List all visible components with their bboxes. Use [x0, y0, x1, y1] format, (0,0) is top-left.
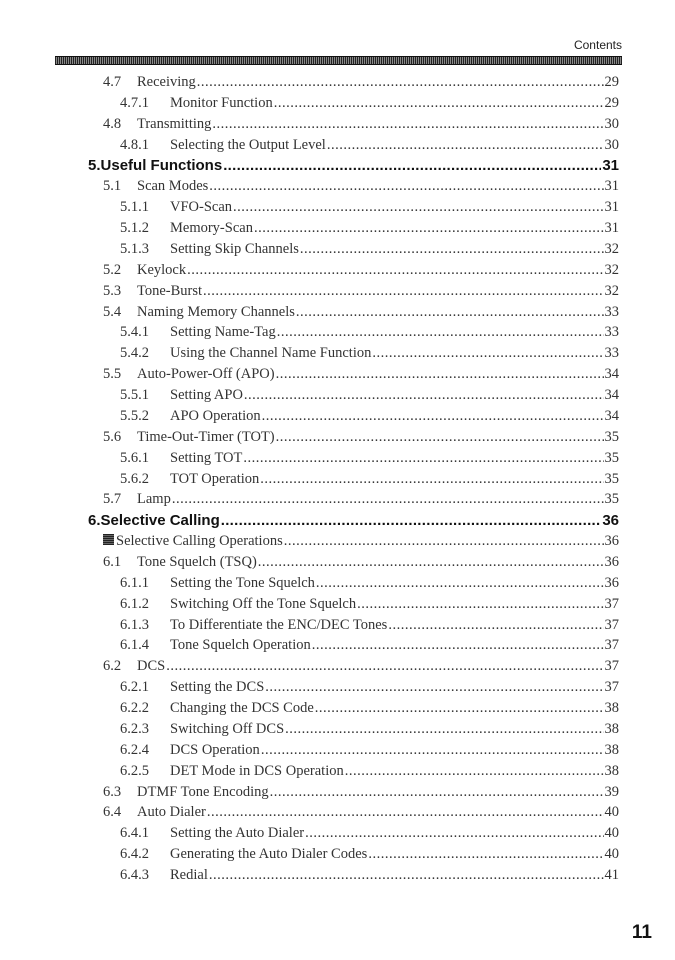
toc-entry[interactable] [120, 575, 619, 595]
toc-entry-number: 6.2 [103, 658, 122, 675]
toc-entry-title: DTMF Tone Encoding [137, 783, 269, 800]
toc-entry[interactable] [103, 366, 619, 386]
dot-leader [274, 95, 604, 112]
toc-entry-title: TOT Operation [170, 470, 260, 487]
toc-entry[interactable] [120, 241, 619, 261]
toc-entry-number: 5.5.1 [120, 387, 149, 404]
toc-entry-number: 5.1.3 [120, 240, 149, 257]
toc-entry[interactable] [120, 679, 619, 699]
dot-leader [172, 491, 604, 508]
dot-leader [372, 345, 603, 362]
toc-entry[interactable] [120, 471, 619, 491]
dot-leader [203, 283, 603, 300]
toc-entry-page: 34 [604, 407, 619, 424]
dot-leader [276, 366, 604, 383]
toc-entry[interactable] [120, 220, 619, 240]
toc-entry-title: VFO-Scan [170, 199, 233, 216]
dot-leader [260, 471, 603, 488]
toc-entry[interactable] [103, 283, 619, 303]
toc-entry[interactable] [103, 533, 619, 553]
toc-entry-page: 30 [604, 115, 619, 132]
toc-entry-number: 6.2.5 [120, 762, 149, 779]
running-header: Contents [573, 38, 622, 52]
toc-entry-title: APO Operation [170, 407, 261, 424]
toc-entry-number: 6.2.3 [120, 720, 149, 737]
toc-entry-number: 6.1.3 [120, 616, 149, 633]
toc-entry-number: 4.8 [103, 115, 122, 132]
toc-entry-page: 40 [604, 804, 619, 821]
toc-entry-title: Naming Memory Channels [137, 303, 295, 320]
toc-entry[interactable] [103, 74, 619, 94]
toc-entry-title: Tone Squelch (TSQ) [137, 554, 257, 570]
toc-entry-title: Receiving [137, 74, 196, 90]
dot-leader [270, 784, 604, 801]
toc-entry-title: Switching Off DCS [170, 720, 285, 737]
page-number: 11 [631, 922, 652, 943]
dot-leader [262, 408, 604, 425]
toc-entry[interactable] [103, 554, 619, 574]
toc-entry-page: 31 [604, 178, 619, 195]
dot-leader [221, 512, 602, 529]
toc-entry[interactable] [120, 387, 619, 407]
toc-entry-page: 33 [604, 324, 619, 341]
toc-entry-number: 6.4.3 [120, 867, 149, 884]
toc-entry-title: DCS Operation [170, 741, 260, 758]
toc-entry-title: Selective Calling Operations [116, 533, 283, 550]
toc-entry[interactable] [120, 324, 619, 344]
toc-entry-title: Setting the DCS [170, 679, 265, 696]
toc-entry[interactable] [120, 95, 619, 115]
toc-entry-page: 31 [604, 220, 619, 237]
toc-entry[interactable] [120, 199, 619, 219]
dot-leader [316, 575, 604, 592]
toc-entry-title: Setting the Tone Squelch [170, 574, 315, 591]
toc-entry-page: 38 [604, 700, 619, 717]
toc-entry-page: 29 [604, 94, 619, 111]
toc-entry-number: 5.1.2 [120, 220, 149, 237]
toc-entry-page: 36 [604, 554, 619, 570]
toc-entry-number: 5.1.1 [120, 199, 149, 216]
dot-leader [197, 74, 604, 91]
toc-entry[interactable] [120, 345, 619, 365]
toc-entry[interactable] [103, 491, 619, 511]
toc-entry-page: 30 [604, 136, 619, 153]
toc-entry-page: 29 [604, 74, 619, 90]
toc-entry-title: Selecting the Output Level [170, 136, 326, 153]
toc-entry-number: 6.1.4 [120, 637, 149, 654]
dot-leader [388, 617, 603, 634]
toc-entry-page: 34 [604, 387, 619, 404]
toc-entry[interactable] [120, 846, 619, 866]
toc-entry-number: 6.1.2 [120, 595, 149, 612]
dot-leader [223, 157, 601, 174]
toc-entry[interactable] [103, 178, 619, 198]
toc-entry-title: Changing the DCS Code [170, 700, 314, 717]
toc-entry-title: Keylock [137, 261, 187, 278]
toc-entry-page: 31 [604, 199, 619, 216]
toc-entry[interactable] [120, 721, 619, 741]
toc-entry-page: 37 [604, 616, 619, 633]
dot-leader [305, 825, 603, 842]
toc-entry-title: Generating the Auto Dialer Codes [170, 846, 368, 863]
toc-entry-number: 6. [88, 512, 101, 530]
toc-entry-number: 6.2.1 [120, 679, 149, 696]
toc-entry-title: Setting Name-Tag [170, 324, 276, 341]
dot-leader [357, 596, 603, 613]
toc-entry-number: 5.6.2 [120, 470, 149, 487]
header-rule [55, 56, 622, 65]
toc-chapter-entry[interactable] [88, 157, 619, 177]
dot-leader [285, 721, 603, 738]
toc-entry-page: 39 [604, 783, 619, 800]
toc-entry-title: Time-Out-Timer (TOT) [137, 428, 275, 445]
toc-entry-title: Redial [170, 867, 208, 884]
toc-entry-number: 6.4 [103, 804, 122, 821]
toc-entry[interactable] [103, 784, 619, 804]
toc-entry-title: Tone Squelch Operation [170, 637, 311, 654]
toc-entry-title: Auto Dialer [137, 804, 206, 821]
toc-entry-number: 6.4.1 [120, 825, 149, 842]
toc-entry-page: 38 [604, 720, 619, 737]
toc-entry-page: 41 [604, 867, 619, 884]
dot-leader [276, 429, 604, 446]
toc-entry-page: 34 [604, 366, 619, 383]
toc-entry[interactable] [120, 137, 619, 157]
toc-entry-title: Transmitting [137, 115, 212, 132]
toc-entry[interactable] [120, 742, 619, 762]
toc-entry[interactable] [103, 262, 619, 282]
toc-entry[interactable] [103, 116, 619, 136]
toc-entry-number: 6.3 [103, 783, 122, 800]
dot-leader [327, 137, 604, 154]
toc-entry-number: 5.1 [103, 178, 122, 195]
toc-entry-number: 6.2.4 [120, 741, 149, 758]
toc-entry-title: Scan Modes [137, 178, 209, 195]
toc-chapter-entry[interactable] [88, 512, 619, 532]
toc-entry-page: 32 [604, 282, 619, 299]
toc-entry-number: 5.4.2 [120, 345, 149, 362]
toc-entry-page: 40 [604, 846, 619, 863]
toc-entry-number: 5.7 [103, 491, 122, 508]
toc-entry-title: Setting the Auto Dialer [170, 825, 305, 842]
toc-entry-number: 5.2 [103, 261, 122, 278]
dot-leader [277, 324, 604, 341]
toc-entry-title: Setting APO [170, 387, 243, 404]
toc-entry-number: 5.5 [103, 366, 122, 383]
toc-entry[interactable] [103, 804, 619, 824]
toc-entry-page: 38 [604, 762, 619, 779]
toc-entry-title: Lamp [137, 491, 171, 508]
toc-entry-page: 37 [604, 637, 619, 654]
toc-entry-title: DET Mode in DCS Operation [170, 762, 344, 779]
dot-leader [254, 220, 604, 237]
dot-leader [207, 804, 604, 821]
toc-entry-title: Using the Channel Name Function [170, 345, 372, 362]
dot-leader [368, 846, 603, 863]
toc-entry[interactable] [120, 450, 619, 470]
toc-entry-page: 31 [602, 157, 619, 175]
toc-entry-title: Memory-Scan [170, 220, 253, 237]
toc-entry-page: 35 [604, 491, 619, 508]
toc-entry-page: 37 [604, 679, 619, 696]
toc-entry-number: 5.6 [103, 428, 122, 445]
dot-leader [187, 262, 603, 279]
toc-entry-page: 35 [604, 470, 619, 487]
toc-entry-number: 5.4.1 [120, 324, 149, 341]
toc-entry-page: 33 [604, 345, 619, 362]
dot-leader [212, 116, 603, 133]
toc-entry-page: 37 [604, 595, 619, 612]
toc-entry-number: 5.3 [103, 282, 122, 299]
toc-entry-title: Selective Calling [100, 512, 220, 530]
toc-entry-title: Tone-Burst [137, 282, 203, 299]
toc-entry-number: 6.1.1 [120, 574, 149, 591]
dot-leader [300, 241, 604, 258]
toc-entry-number: 5. [88, 157, 101, 175]
toc-entry-page: 36 [602, 512, 619, 530]
dot-leader [345, 763, 604, 780]
toc-entry-number: 4.7.1 [120, 94, 149, 111]
toc-entry[interactable] [120, 867, 619, 887]
dot-leader [244, 387, 604, 404]
dot-leader [312, 637, 604, 654]
toc-entry-title: DCS [137, 658, 166, 675]
toc-entry-page: 36 [604, 574, 619, 591]
toc-entry-title: Setting TOT [170, 449, 243, 466]
toc-entry[interactable] [103, 304, 619, 324]
toc-entry-number: 6.2.2 [120, 700, 149, 717]
toc-entry-page: 40 [604, 825, 619, 842]
toc-entry[interactable] [120, 408, 619, 428]
toc-entry-title: Useful Functions [100, 157, 223, 175]
dot-leader [315, 700, 604, 717]
dot-leader [265, 679, 603, 696]
toc-entry[interactable] [120, 763, 619, 783]
dot-leader [284, 533, 604, 550]
toc-entry-page: 33 [604, 303, 619, 320]
toc-entry-page: 38 [604, 741, 619, 758]
bullet-square-icon [103, 534, 114, 545]
toc-entry[interactable] [120, 617, 619, 637]
toc-entry-title: Switching Off the Tone Squelch [170, 595, 357, 612]
toc-entry-page: 35 [604, 449, 619, 466]
toc-entry[interactable] [120, 700, 619, 720]
toc-entry-number: 4.8.1 [120, 136, 149, 153]
toc-entry-number: 6.4.2 [120, 846, 149, 863]
toc-entry-page: 32 [604, 240, 619, 257]
toc-entry-number: 6.1 [103, 554, 122, 570]
dot-leader [166, 658, 603, 675]
toc-entry[interactable] [120, 637, 619, 657]
toc-entry-number: 4.7 [103, 74, 122, 90]
toc-entry-page: 32 [604, 261, 619, 278]
toc-entry-title: Auto-Power-Off (APO) [137, 366, 275, 383]
toc-entry[interactable] [120, 596, 619, 616]
toc-entry-page: 37 [604, 658, 619, 675]
dot-leader [209, 867, 604, 884]
toc-entry-title: Monitor Function [170, 94, 273, 111]
toc-entry[interactable] [103, 429, 619, 449]
dot-leader [261, 742, 604, 759]
toc-entry[interactable] [103, 658, 619, 678]
toc-entry-page: 36 [604, 533, 619, 550]
dot-leader [258, 554, 604, 571]
toc-entry-title: To Differentiate the ENC/DEC Tones [170, 616, 388, 633]
toc-entry-number: 5.4 [103, 303, 122, 320]
toc-entry-number: 5.5.2 [120, 407, 149, 424]
toc-entry-page: 35 [604, 428, 619, 445]
dot-leader [233, 199, 603, 216]
toc-entry-number: 5.6.1 [120, 449, 149, 466]
toc-entry[interactable] [120, 825, 619, 845]
dot-leader [209, 178, 603, 195]
dot-leader [296, 304, 604, 321]
toc-entry-title: Setting Skip Channels [170, 240, 299, 257]
dot-leader [243, 450, 603, 467]
